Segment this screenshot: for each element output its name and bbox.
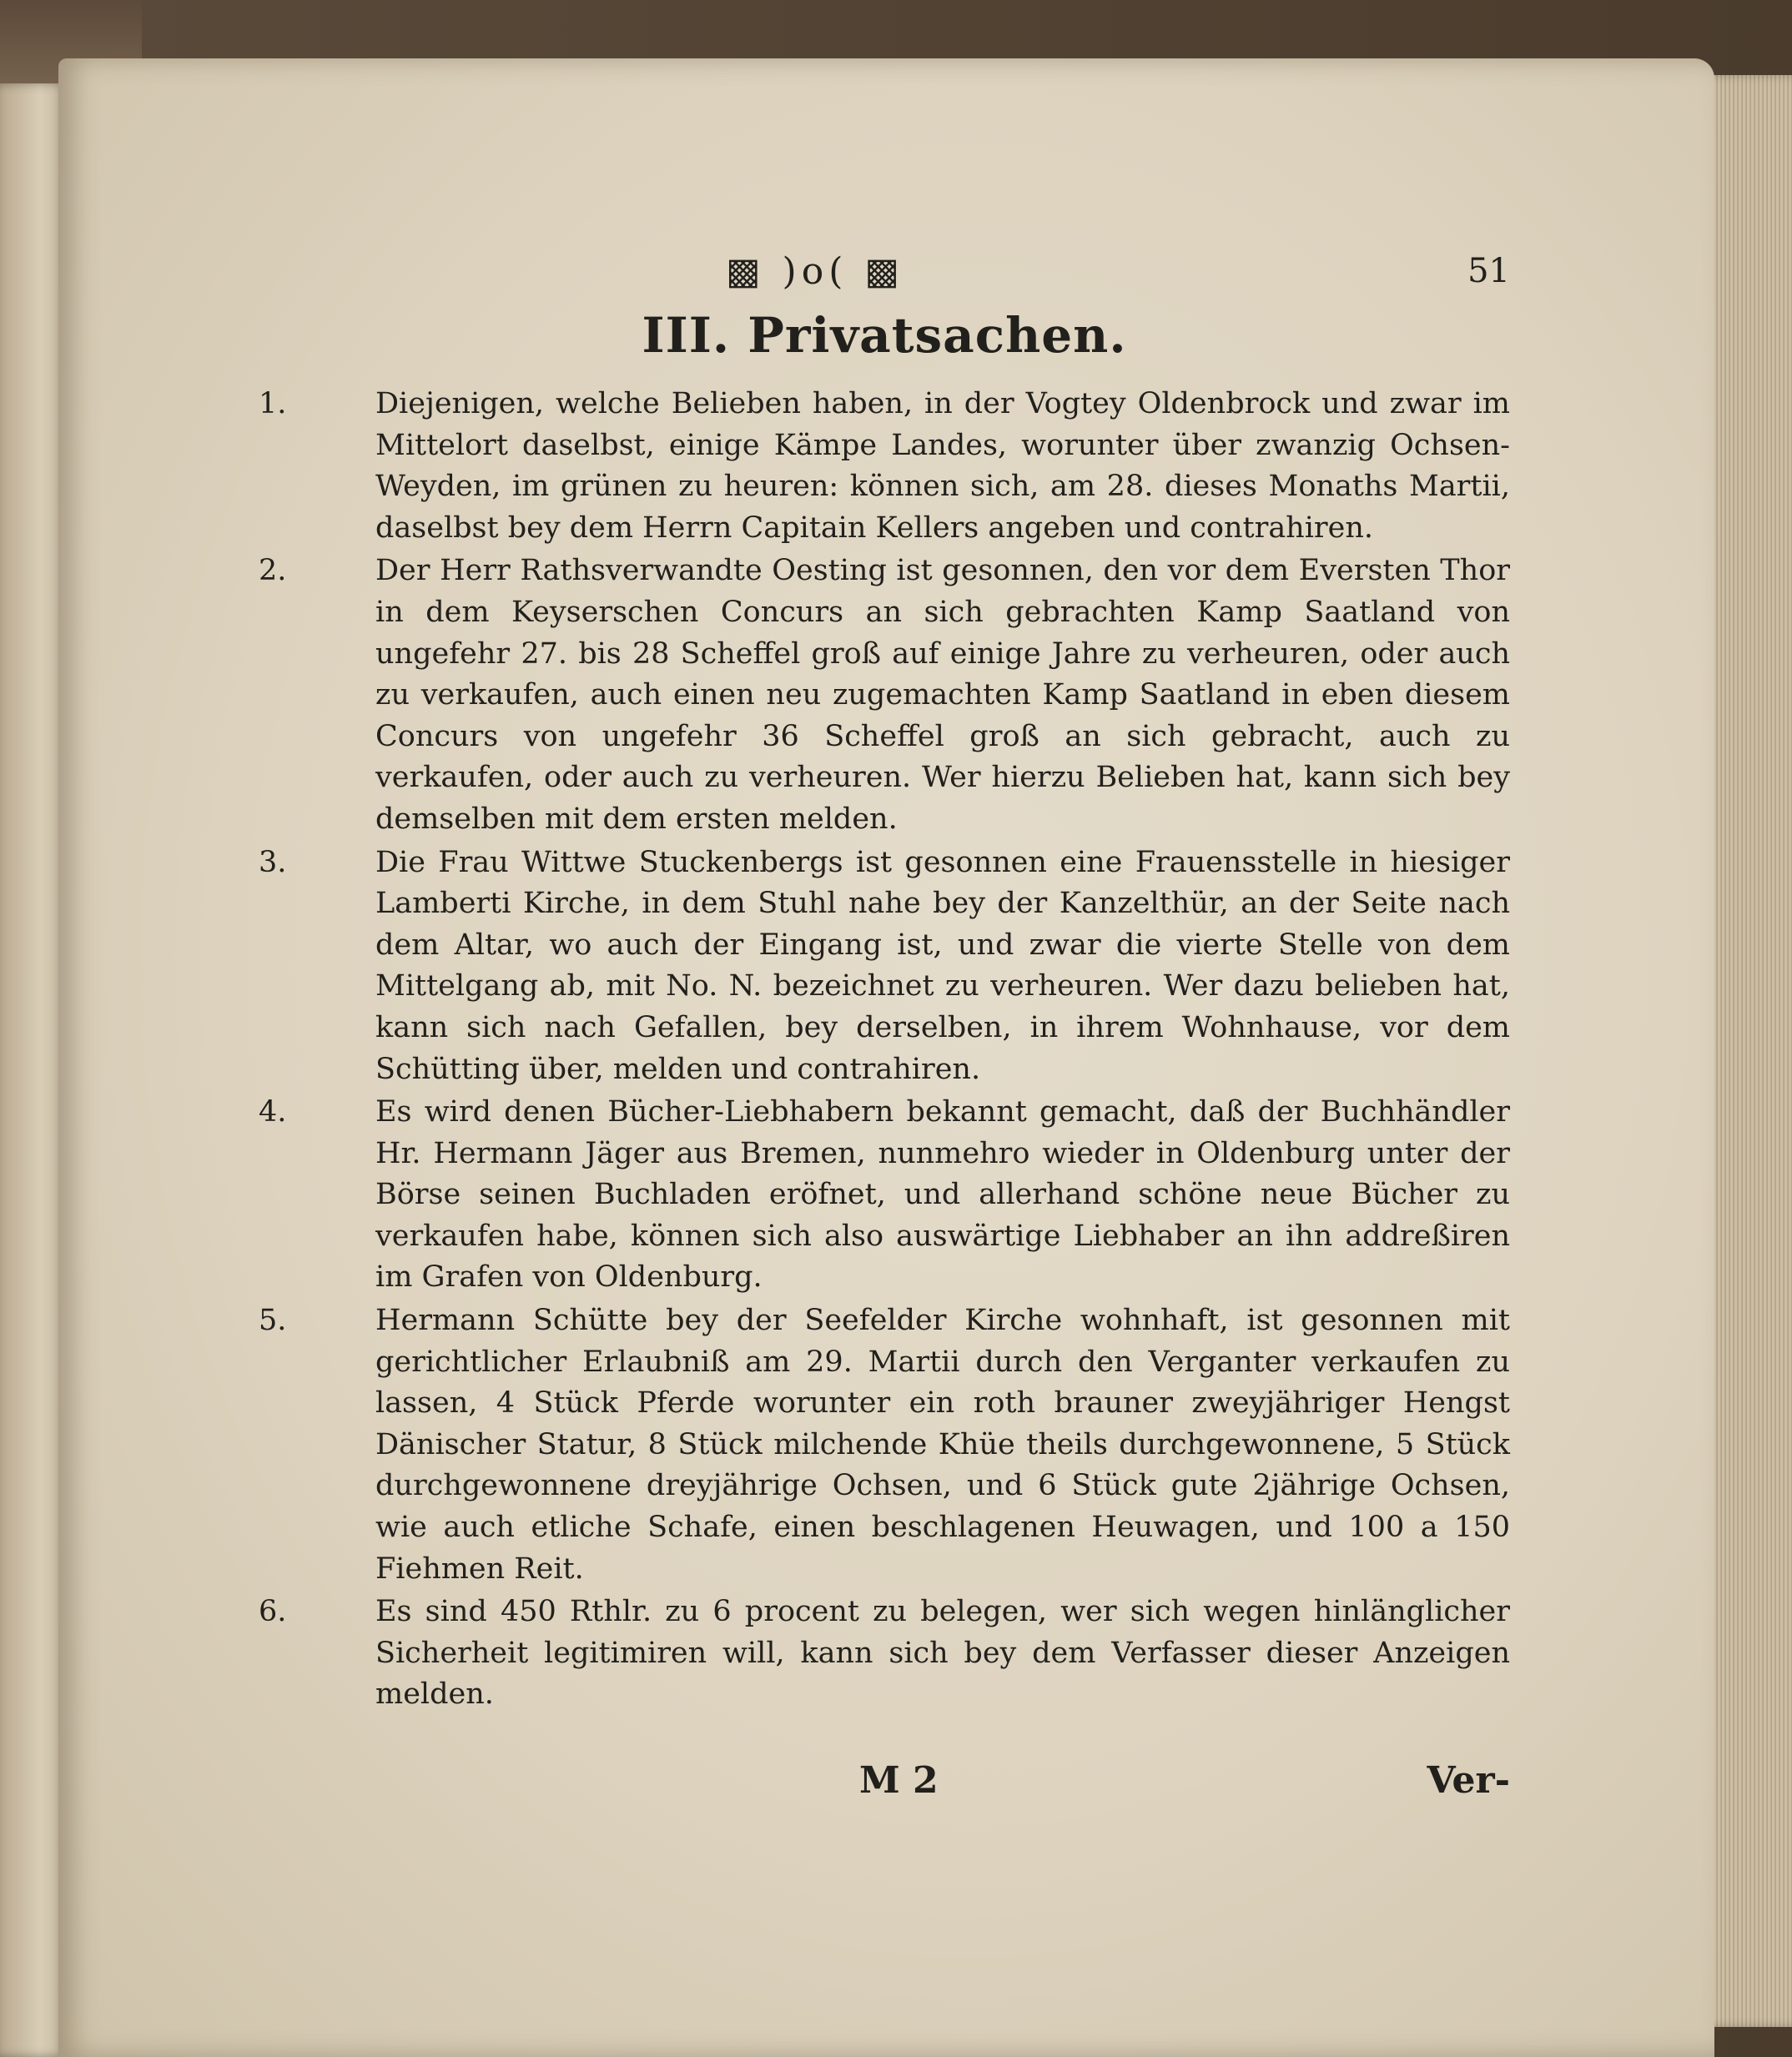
signature-mark: M 2 — [859, 1759, 939, 1802]
entry-2 — [259, 551, 1510, 840]
entry-5 — [259, 1300, 1510, 1590]
document-page — [58, 58, 1714, 2057]
text-block — [259, 234, 1510, 1818]
header-ornament: ▩ )o( ▩ — [726, 250, 904, 293]
entry-text: Hermann Schütte bey der Seefelder Kirche wohnhaft, ist gesonnen mit gerichtlicher Erlaubniß am 29. Martii durch den Verganter verkaufen zu lassen, 4 Stück Pferde worunter ein roth brauner zweyjähriger Hengst Dänischer Statur, 8 Stück milchende Khüe theils durchgewonnene, 5 Stück durchgewonnene dreyjährige Ochsen, und 6 Stück gute 2jährige Ochsen, wie auch etliche Schafe, einen beschlagenen Heuwagen, und 100 a 150 Fiehmen Reit. — [375, 1304, 1510, 1586]
entry-text: Es sind 450 Rthlr. zu 6 procent zu belegen, wer sich wegen hinlänglicher Sicherheit legitimiren will, kann sich bey dem Verfasser dieser Anzeigen melden. — [375, 1595, 1510, 1712]
entry-1 — [259, 384, 1510, 549]
page-footer — [259, 1759, 1510, 1818]
entry-number: 3. — [259, 845, 287, 879]
entry-number: 5. — [259, 1304, 287, 1338]
entry-text: Diejenigen, welche Belieben haben, in der Vogtey Oldenbrock und zwar im Mittelort daselbst, einige Kämpe Landes, worunter über zwanzig Ochsen-Weyden, im grünen zu heuren: können sich, am 28. dieses Monaths Martii, daselbst bey dem Herrn Capitain Kellers angeben und contrahiren. — [375, 387, 1510, 545]
entry-number: 2. — [259, 554, 287, 588]
entry-text: Die Frau Wittwe Stuckenbergs ist gesonnen eine Frauensstelle in hiesiger Lamberti Kirche, in dem Stuhl nahe bey der Kanzelthür, an der Seite nach dem Altar, wo auch der Eingang ist, und zwar die vierte Stelle von dem Mittelgang ab, mit No. N. bezeichnet zu verheuren. Wer dazu belieben hat, kann sich nach Gefallen, bey derselben, in ihrem Wohnhause, vor dem Schütting über, melden und contrahiren. — [375, 845, 1510, 1086]
entry-3 — [259, 842, 1510, 1091]
entry-text: Es wird denen Bücher-Liebhabern bekannt gemacht, daß der Buchhändler Hr. Hermann Jäger aus Bremen, nunmehro wieder in Oldenburg unter der Börse seinen Buchladen eröfnet, und allerhand schöne neue Bücher zu verkaufen habe, können sich also auswärtige Liebhaber an ihn addreßiren im Grafen von Oldenburg. — [375, 1095, 1510, 1295]
entry-6 — [259, 1592, 1510, 1716]
page-number: 51 — [1467, 252, 1510, 290]
left-page-edge — [0, 83, 67, 2057]
section-title: III. Privatsachen. — [642, 307, 1127, 364]
running-header — [259, 234, 1510, 300]
entry-number: 6. — [259, 1595, 287, 1629]
entry-number: 1. — [259, 387, 287, 420]
entry-text: Der Herr Rathsverwandte Oesting ist gesonnen, den vor dem Eversten Thor in dem Keyserschen Concurs an sich gebrachten Kamp Saatland von ungefehr 27. bis 28 Scheffel groß auf einige Jahre zu verheuren, oder auch zu verkaufen, auch einen neu zugemachten Kamp Saatland in eben diesem Concurs von ungefehr 36 Scheffel groß an sich gebracht, auch zu verkaufen, oder auch zu verheuren. Wer hierzu Belieben hat, kann sich bey demselben mit dem ersten melden. — [375, 554, 1510, 836]
entry-number: 4. — [259, 1095, 287, 1129]
entry-4 — [259, 1092, 1510, 1299]
catchword: Ver- — [1427, 1759, 1510, 1802]
